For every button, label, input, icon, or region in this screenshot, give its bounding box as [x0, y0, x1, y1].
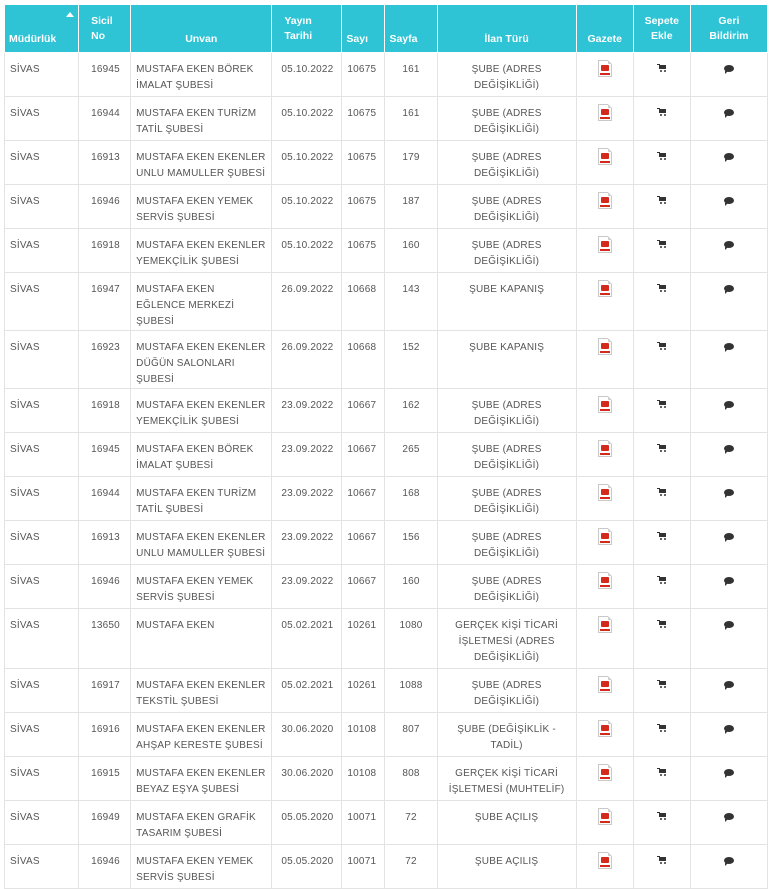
- cell-geri-bildirim: [690, 53, 767, 97]
- table-row: [5, 331, 768, 389]
- cell-sayfa: 156: [385, 521, 437, 565]
- cell-unvan: MUSTAFA EKEN TURİZM TATİL ŞUBESİ: [131, 97, 272, 141]
- pdf-icon[interactable]: [598, 192, 612, 209]
- cell-gazete: [576, 477, 633, 521]
- cell-sayi: 10108: [342, 757, 385, 801]
- cell-sayi: 10667: [342, 521, 385, 565]
- cell-unvan: MUSTAFA EKEN YEMEK SERVİS ŞUBESİ: [131, 845, 272, 889]
- cell-gazete: [576, 757, 633, 801]
- cell-ilan-turu: GERÇEK KİŞİ TİCARİ İŞLETMESİ (ADRES DEĞİŞİKLİĞİ): [437, 609, 576, 669]
- cell-sicil-no: 16916: [79, 713, 131, 757]
- cell-sicil-no: 16945: [79, 433, 131, 477]
- shopping-cart-icon[interactable]: [657, 283, 667, 293]
- shopping-cart-icon[interactable]: [657, 399, 667, 409]
- cell-yayin-tarihi: 26.09.2022: [272, 331, 342, 389]
- cell-sicil-no: 16946: [79, 845, 131, 889]
- cell-sepete-ekle: [633, 433, 690, 477]
- cell-mudurluk: SİVAS: [5, 141, 79, 185]
- table-row: [5, 669, 768, 713]
- cell-yayin-tarihi: 05.10.2022: [272, 97, 342, 141]
- shopping-cart-icon[interactable]: [657, 619, 667, 629]
- cell-ilan-turu: GERÇEK KİŞİ TİCARİ İŞLETMESİ (MUHTELİF): [437, 757, 576, 801]
- cell-mudurluk: SİVAS: [5, 185, 79, 229]
- cell-unvan: MUSTAFA EKEN BÖREK İMALAT ŞUBESİ: [131, 433, 272, 477]
- cell-ilan-turu: ŞUBE (ADRES DEĞİŞİKLİĞİ): [437, 141, 576, 185]
- pdf-icon[interactable]: [598, 852, 612, 869]
- cell-sayi: 10675: [342, 53, 385, 97]
- cell-gazete: [576, 669, 633, 713]
- table-row: [5, 801, 768, 845]
- cell-unvan: MUSTAFA EKEN GRAFİK TASARIM ŞUBESİ: [131, 801, 272, 845]
- shopping-cart-icon[interactable]: [657, 443, 667, 453]
- table-row: [5, 713, 768, 757]
- cell-sayfa: 168: [385, 477, 437, 521]
- shopping-cart-icon[interactable]: [657, 195, 667, 205]
- cell-yayin-tarihi: 05.10.2022: [272, 185, 342, 229]
- cell-unvan: MUSTAFA EKEN EKENLER BEYAZ EŞYA ŞUBESİ: [131, 757, 272, 801]
- cell-ilan-turu: ŞUBE KAPANIŞ: [437, 331, 576, 389]
- column-header-mudurluk[interactable]: Müdürlük: [5, 5, 79, 53]
- cell-ilan-turu: ŞUBE (ADRES DEĞİŞİKLİĞİ): [437, 477, 576, 521]
- cell-mudurluk: SİVAS: [5, 477, 79, 521]
- cell-sepete-ekle: [633, 273, 690, 331]
- cell-sayfa: 162: [385, 389, 437, 433]
- shopping-cart-icon[interactable]: [657, 487, 667, 497]
- column-header-sayfa[interactable]: Sayfa: [385, 5, 437, 53]
- cell-mudurluk: SİVAS: [5, 669, 79, 713]
- cell-yayin-tarihi: 05.05.2020: [272, 801, 342, 845]
- cell-mudurluk: SİVAS: [5, 757, 79, 801]
- pdf-icon[interactable]: [598, 148, 612, 165]
- cell-ilan-turu: ŞUBE KAPANIŞ: [437, 273, 576, 331]
- cell-sicil-no: 16949: [79, 801, 131, 845]
- cell-mudurluk: SİVAS: [5, 609, 79, 669]
- cell-sayfa: 265: [385, 433, 437, 477]
- table-row: [5, 185, 768, 229]
- pdf-icon[interactable]: [598, 396, 612, 413]
- cell-ilan-turu: ŞUBE (ADRES DEĞİŞİKLİĞİ): [437, 433, 576, 477]
- cell-gazete: [576, 141, 633, 185]
- cell-unvan: MUSTAFA EKEN EĞLENCE MERKEZİ ŞUBESİ: [131, 273, 272, 331]
- cell-sicil-no: 16915: [79, 757, 131, 801]
- cell-sepete-ekle: [633, 565, 690, 609]
- cell-ilan-turu: ŞUBE AÇILIŞ: [437, 845, 576, 889]
- shopping-cart-icon[interactable]: [657, 341, 667, 351]
- table-row: [5, 565, 768, 609]
- cell-unvan: MUSTAFA EKEN EKENLER DÜĞÜN SALONLARI ŞUBESİ: [131, 331, 272, 389]
- cell-sepete-ekle: [633, 229, 690, 273]
- comment-icon[interactable]: [724, 285, 734, 292]
- cell-yayin-tarihi: 23.09.2022: [272, 389, 342, 433]
- cell-geri-bildirim: [690, 757, 767, 801]
- ilan-results-table: [4, 4, 768, 889]
- cell-gazete: [576, 713, 633, 757]
- cell-unvan: MUSTAFA EKEN: [131, 609, 272, 669]
- shopping-cart-icon[interactable]: [657, 767, 667, 777]
- cell-unvan: MUSTAFA EKEN EKENLER UNLU MAMULLER ŞUBESİ: [131, 521, 272, 565]
- comment-icon[interactable]: [724, 241, 734, 248]
- cell-sayfa: 160: [385, 229, 437, 273]
- comment-icon[interactable]: [724, 769, 734, 776]
- cell-sayfa: 161: [385, 53, 437, 97]
- shopping-cart-icon[interactable]: [657, 723, 667, 733]
- column-header-sepete-ekle: Sepete Ekle: [633, 5, 690, 53]
- cell-gazete: [576, 53, 633, 97]
- table-row: [5, 53, 768, 97]
- shopping-cart-icon[interactable]: [657, 679, 667, 689]
- comment-icon[interactable]: [724, 681, 734, 688]
- cell-sayfa: 179: [385, 141, 437, 185]
- table-row: [5, 97, 768, 141]
- cell-sepete-ekle: [633, 97, 690, 141]
- cell-sicil-no: 13650: [79, 609, 131, 669]
- column-header-ilan-turu[interactable]: İlan Türü: [437, 5, 576, 53]
- comment-icon[interactable]: [724, 813, 734, 820]
- comment-icon[interactable]: [724, 343, 734, 350]
- shopping-cart-icon[interactable]: [657, 811, 667, 821]
- cell-sicil-no: 16918: [79, 389, 131, 433]
- pdf-icon[interactable]: [598, 616, 612, 633]
- comment-icon[interactable]: [724, 489, 734, 496]
- cell-ilan-turu: ŞUBE (ADRES DEĞİŞİKLİĞİ): [437, 185, 576, 229]
- pdf-icon[interactable]: [598, 60, 612, 77]
- pdf-icon[interactable]: [598, 338, 612, 355]
- sort-asc-icon[interactable]: [66, 12, 74, 17]
- pdf-icon[interactable]: [598, 808, 612, 825]
- cell-unvan: MUSTAFA EKEN TURİZM TATİL ŞUBESİ: [131, 477, 272, 521]
- cell-geri-bildirim: [690, 185, 767, 229]
- cell-ilan-turu: ŞUBE (ADRES DEĞİŞİKLİĞİ): [437, 521, 576, 565]
- cell-sepete-ekle: [633, 713, 690, 757]
- cell-mudurluk: SİVAS: [5, 845, 79, 889]
- cell-sepete-ekle: [633, 185, 690, 229]
- table-row: [5, 273, 768, 331]
- cell-unvan: MUSTAFA EKEN EKENLER UNLU MAMULLER ŞUBESİ: [131, 141, 272, 185]
- pdf-icon[interactable]: [598, 676, 612, 693]
- pdf-icon[interactable]: [598, 720, 612, 737]
- comment-icon[interactable]: [724, 401, 734, 408]
- table-row: [5, 389, 768, 433]
- cell-ilan-turu: ŞUBE (ADRES DEĞİŞİKLİĞİ): [437, 97, 576, 141]
- cell-unvan: MUSTAFA EKEN EKENLER AHŞAP KERESTE ŞUBESİ: [131, 713, 272, 757]
- cell-sepete-ekle: [633, 331, 690, 389]
- cell-sicil-no: 16913: [79, 521, 131, 565]
- table-row: [5, 141, 768, 185]
- cell-sayi: 10675: [342, 97, 385, 141]
- comment-icon[interactable]: [724, 857, 734, 864]
- shopping-cart-icon[interactable]: [657, 575, 667, 585]
- cell-gazete: [576, 185, 633, 229]
- comment-icon[interactable]: [724, 65, 734, 72]
- cell-sayfa: 72: [385, 801, 437, 845]
- cell-sicil-no: 16946: [79, 565, 131, 609]
- cell-ilan-turu: ŞUBE AÇILIŞ: [437, 801, 576, 845]
- cell-sayi: 10667: [342, 389, 385, 433]
- cell-sayi: 10261: [342, 669, 385, 713]
- cell-geri-bildirim: [690, 565, 767, 609]
- pdf-icon[interactable]: [598, 280, 612, 297]
- cell-yayin-tarihi: 05.10.2022: [272, 229, 342, 273]
- cell-sicil-no: 16913: [79, 141, 131, 185]
- table-row: [5, 229, 768, 273]
- comment-icon[interactable]: [724, 621, 734, 628]
- cell-sepete-ekle: [633, 521, 690, 565]
- cell-sayfa: 160: [385, 565, 437, 609]
- column-header-yayin-tarihi[interactable]: Yayın Tarihi: [272, 5, 342, 53]
- cell-sayi: 10108: [342, 713, 385, 757]
- cell-sayfa: 808: [385, 757, 437, 801]
- cell-sayfa: 807: [385, 713, 437, 757]
- cell-sepete-ekle: [633, 141, 690, 185]
- cell-sicil-no: 16944: [79, 97, 131, 141]
- cell-sicil-no: 16917: [79, 669, 131, 713]
- pdf-icon[interactable]: [598, 440, 612, 457]
- cell-mudurluk: SİVAS: [5, 273, 79, 331]
- pdf-icon[interactable]: [598, 104, 612, 121]
- cell-mudurluk: SİVAS: [5, 97, 79, 141]
- cell-geri-bildirim: [690, 331, 767, 389]
- cell-sepete-ekle: [633, 477, 690, 521]
- cell-unvan: MUSTAFA EKEN BÖREK İMALAT ŞUBESİ: [131, 53, 272, 97]
- cell-yayin-tarihi: 05.02.2021: [272, 669, 342, 713]
- cell-yayin-tarihi: 05.05.2020: [272, 845, 342, 889]
- cell-gazete: [576, 609, 633, 669]
- cell-geri-bildirim: [690, 845, 767, 889]
- cell-sayi: 10667: [342, 477, 385, 521]
- table-body: [5, 53, 768, 889]
- cell-ilan-turu: ŞUBE (ADRES DEĞİŞİKLİĞİ): [437, 669, 576, 713]
- cell-unvan: MUSTAFA EKEN YEMEK SERVİS ŞUBESİ: [131, 565, 272, 609]
- comment-icon[interactable]: [724, 445, 734, 452]
- cell-ilan-turu: ŞUBE (DEĞİŞİKLİK - TADİL): [437, 713, 576, 757]
- cell-sayi: 10668: [342, 273, 385, 331]
- cell-yayin-tarihi: 30.06.2020: [272, 757, 342, 801]
- cell-sepete-ekle: [633, 389, 690, 433]
- cell-sicil-no: 16945: [79, 53, 131, 97]
- cell-unvan: MUSTAFA EKEN EKENLER TEKSTİL ŞUBESİ: [131, 669, 272, 713]
- shopping-cart-icon[interactable]: [657, 239, 667, 249]
- pdf-icon[interactable]: [598, 764, 612, 781]
- cell-unvan: MUSTAFA EKEN YEMEK SERVİS ŞUBESİ: [131, 185, 272, 229]
- cell-yayin-tarihi: 30.06.2020: [272, 713, 342, 757]
- table-header-row: [5, 5, 768, 53]
- comment-icon[interactable]: [724, 533, 734, 540]
- cell-unvan: MUSTAFA EKEN EKENLER YEMEKÇİLİK ŞUBESİ: [131, 229, 272, 273]
- cell-geri-bildirim: [690, 229, 767, 273]
- cell-sepete-ekle: [633, 669, 690, 713]
- cell-geri-bildirim: [690, 521, 767, 565]
- cell-geri-bildirim: [690, 609, 767, 669]
- cell-sayi: 10675: [342, 185, 385, 229]
- pdf-icon[interactable]: [598, 572, 612, 589]
- cell-geri-bildirim: [690, 389, 767, 433]
- cell-sayfa: 187: [385, 185, 437, 229]
- cell-sepete-ekle: [633, 757, 690, 801]
- cell-sicil-no: 16944: [79, 477, 131, 521]
- cell-geri-bildirim: [690, 477, 767, 521]
- cell-ilan-turu: ŞUBE (ADRES DEĞİŞİKLİĞİ): [437, 53, 576, 97]
- cell-ilan-turu: ŞUBE (ADRES DEĞİŞİKLİĞİ): [437, 565, 576, 609]
- table-row: [5, 609, 768, 669]
- comment-icon[interactable]: [724, 577, 734, 584]
- table-row: [5, 477, 768, 521]
- cell-mudurluk: SİVAS: [5, 565, 79, 609]
- cell-gazete: [576, 565, 633, 609]
- pdf-icon[interactable]: [598, 236, 612, 253]
- cell-sayi: 10071: [342, 845, 385, 889]
- cell-geri-bildirim: [690, 669, 767, 713]
- cell-mudurluk: SİVAS: [5, 229, 79, 273]
- comment-icon[interactable]: [724, 197, 734, 204]
- cell-sayfa: 152: [385, 331, 437, 389]
- cell-yayin-tarihi: 05.10.2022: [272, 53, 342, 97]
- shopping-cart-icon[interactable]: [657, 855, 667, 865]
- cell-gazete: [576, 331, 633, 389]
- cell-ilan-turu: ŞUBE (ADRES DEĞİŞİKLİĞİ): [437, 229, 576, 273]
- column-header-unvan[interactable]: Unvan: [131, 5, 272, 53]
- cell-yayin-tarihi: 05.10.2022: [272, 141, 342, 185]
- table-row: [5, 845, 768, 889]
- table-row: [5, 521, 768, 565]
- column-header-sayi[interactable]: Sayı: [342, 5, 385, 53]
- cell-sayi: 10667: [342, 565, 385, 609]
- column-header-sicil-no[interactable]: Sicil No: [79, 5, 131, 53]
- cell-sayi: 10675: [342, 141, 385, 185]
- pdf-icon[interactable]: [598, 528, 612, 545]
- cell-sayfa: 143: [385, 273, 437, 331]
- cell-gazete: [576, 801, 633, 845]
- cell-mudurluk: SİVAS: [5, 331, 79, 389]
- cell-geri-bildirim: [690, 713, 767, 757]
- column-header-gazete: Gazete: [576, 5, 633, 53]
- cell-mudurluk: SİVAS: [5, 801, 79, 845]
- cell-gazete: [576, 389, 633, 433]
- cell-geri-bildirim: [690, 97, 767, 141]
- shopping-cart-icon[interactable]: [657, 531, 667, 541]
- cell-sicil-no: 16946: [79, 185, 131, 229]
- table-row: [5, 433, 768, 477]
- cell-mudurluk: SİVAS: [5, 713, 79, 757]
- comment-icon[interactable]: [724, 725, 734, 732]
- shopping-cart-icon[interactable]: [657, 107, 667, 117]
- cell-sayfa: 1088: [385, 669, 437, 713]
- cell-sayi: 10675: [342, 229, 385, 273]
- cell-sepete-ekle: [633, 801, 690, 845]
- cell-gazete: [576, 97, 633, 141]
- cell-yayin-tarihi: 05.02.2021: [272, 609, 342, 669]
- cell-gazete: [576, 845, 633, 889]
- shopping-cart-icon[interactable]: [657, 63, 667, 73]
- cell-yayin-tarihi: 23.09.2022: [272, 521, 342, 565]
- cell-geri-bildirim: [690, 801, 767, 845]
- cell-unvan: MUSTAFA EKEN EKENLER YEMEKÇİLİK ŞUBESİ: [131, 389, 272, 433]
- table-row: [5, 757, 768, 801]
- cell-yayin-tarihi: 23.09.2022: [272, 433, 342, 477]
- cell-sayi: 10261: [342, 609, 385, 669]
- cell-sicil-no: 16923: [79, 331, 131, 389]
- cell-gazete: [576, 229, 633, 273]
- comment-icon[interactable]: [724, 153, 734, 160]
- pdf-icon[interactable]: [598, 484, 612, 501]
- cell-geri-bildirim: [690, 273, 767, 331]
- cell-sayi: 10668: [342, 331, 385, 389]
- cell-sepete-ekle: [633, 609, 690, 669]
- cell-gazete: [576, 433, 633, 477]
- cell-sayfa: 72: [385, 845, 437, 889]
- cell-sicil-no: 16947: [79, 273, 131, 331]
- cell-sayi: 10667: [342, 433, 385, 477]
- cell-ilan-turu: ŞUBE (ADRES DEĞİŞİKLİĞİ): [437, 389, 576, 433]
- cell-sepete-ekle: [633, 53, 690, 97]
- cell-mudurluk: SİVAS: [5, 433, 79, 477]
- cell-mudurluk: SİVAS: [5, 521, 79, 565]
- cell-sayfa: 161: [385, 97, 437, 141]
- comment-icon[interactable]: [724, 109, 734, 116]
- cell-sicil-no: 16918: [79, 229, 131, 273]
- cell-yayin-tarihi: 23.09.2022: [272, 477, 342, 521]
- cell-geri-bildirim: [690, 433, 767, 477]
- column-header-geri-bildirim: Geri Bildirim: [690, 5, 767, 53]
- cell-sayi: 10071: [342, 801, 385, 845]
- cell-sayfa: 1080: [385, 609, 437, 669]
- cell-sepete-ekle: [633, 845, 690, 889]
- cell-gazete: [576, 521, 633, 565]
- cell-gazete: [576, 273, 633, 331]
- cell-yayin-tarihi: 23.09.2022: [272, 565, 342, 609]
- shopping-cart-icon[interactable]: [657, 151, 667, 161]
- cell-mudurluk: SİVAS: [5, 53, 79, 97]
- cell-geri-bildirim: [690, 141, 767, 185]
- cell-mudurluk: SİVAS: [5, 389, 79, 433]
- cell-yayin-tarihi: 26.09.2022: [272, 273, 342, 331]
